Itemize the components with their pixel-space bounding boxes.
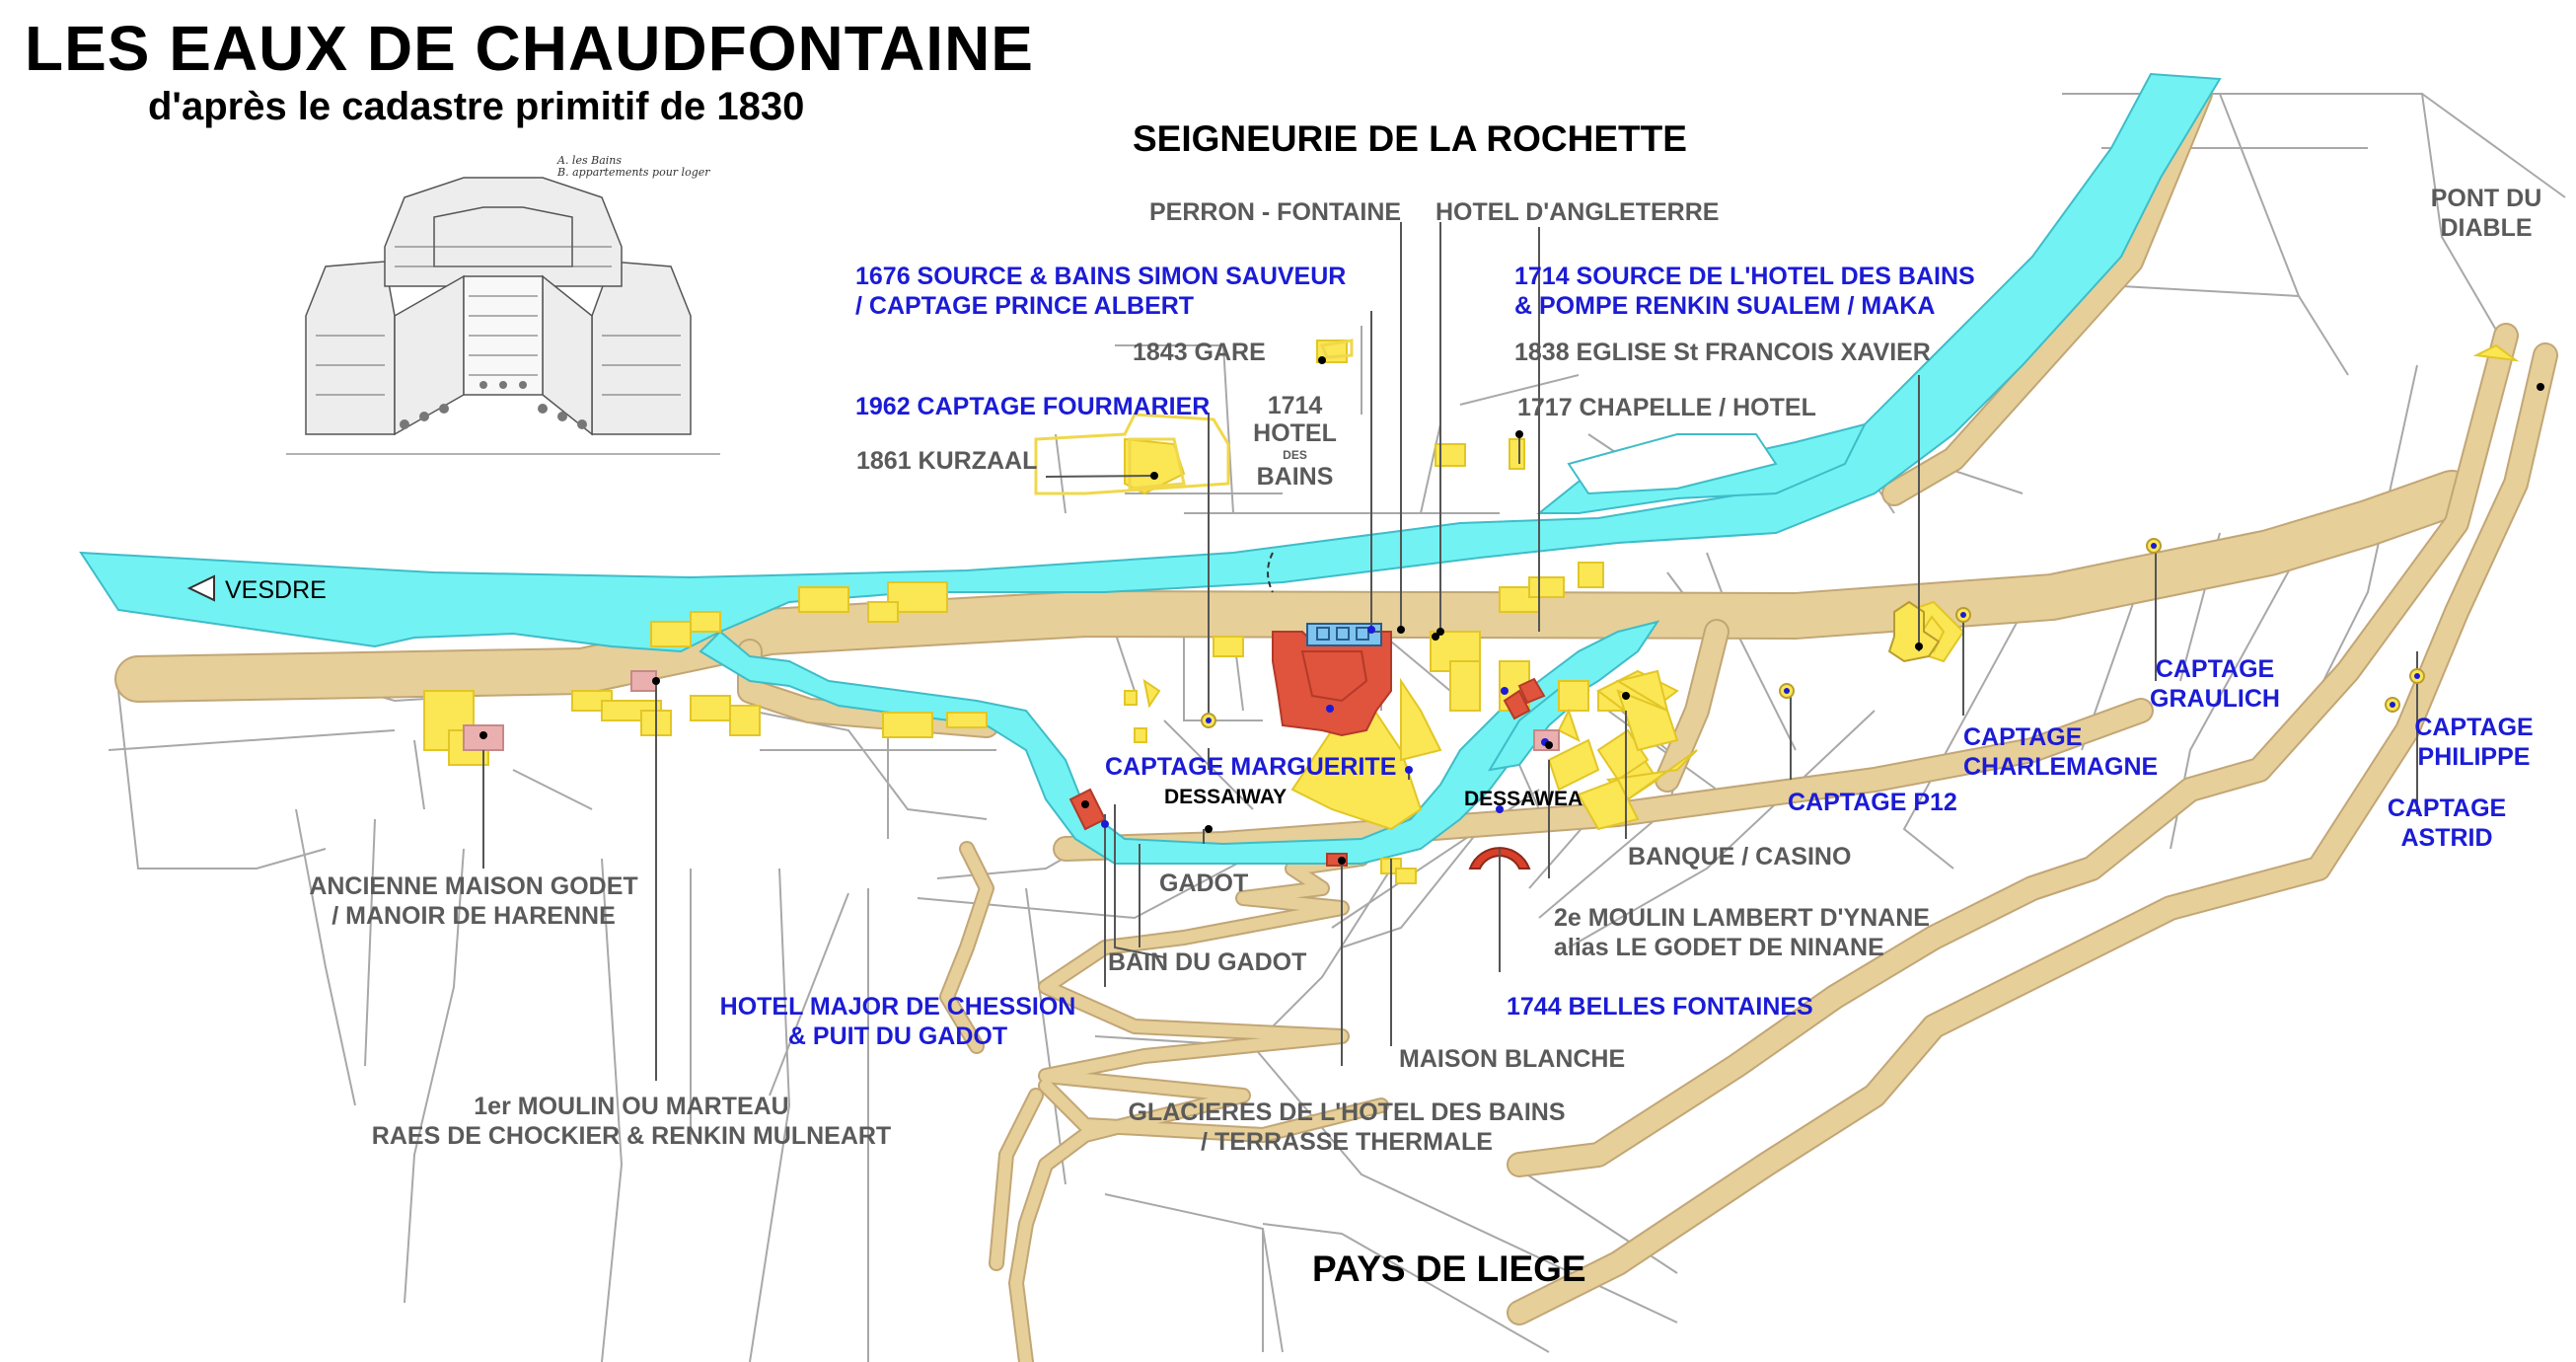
- label-maison-blanche: MAISON BLANCHE: [1399, 1045, 1626, 1073]
- map-title: LES EAUX DE CHAUDFONTAINE: [25, 13, 1034, 84]
- label-hotel-des-bains: 1714 HOTEL DES BAINS: [1253, 392, 1337, 491]
- vesdre-label: VESDRE: [225, 576, 327, 604]
- label-gare: 1843 GARE: [1133, 339, 1266, 366]
- region-north-label: SEIGNEURIE DE LA ROCHETTE: [1133, 118, 1687, 159]
- label-pont-du-diable: PONT DU DIABLE: [2430, 185, 2542, 242]
- label-gadot: GADOT: [1159, 870, 1249, 897]
- label-captage-marguerite: CAPTAGE MARGUERITE: [1105, 753, 1397, 781]
- area-dessaiway: DESSAIWAY: [1164, 786, 1288, 808]
- label-belles-fontaines: 1744 BELLES FONTAINES: [1507, 993, 1813, 1021]
- area-dessawea: DESSAWEA: [1464, 788, 1583, 810]
- label-glacieres: GLACIERES DE L'HOTEL DES BAINS / TERRASSE THERMALE: [1128, 1098, 1566, 1156]
- region-south-label: PAYS DE LIEGE: [1312, 1248, 1586, 1289]
- label-captage-astrid: CAPTAGE ASTRID: [2387, 794, 2507, 852]
- label-maison-godet: ANCIENNE MAISON GODET / MANOIR DE HARENNE: [309, 872, 638, 930]
- label-source-1676: 1676 SOURCE & BAINS SIMON SAUVEUR / CAPTAGE PRINCE ALBERT: [855, 263, 1347, 320]
- label-captage-charlemagne: CAPTAGE CHARLEMAGNE: [1963, 723, 2159, 781]
- label-captage-fourmarier: 1962 CAPTAGE FOURMARIER: [855, 393, 1211, 420]
- engraving-legend-b: B. appartements pour loger: [557, 166, 710, 179]
- map-subtitle: d'après le cadastre primitif de 1830: [148, 85, 805, 128]
- label-captage-philippe: CAPTAGE PHILIPPE: [2414, 714, 2534, 771]
- label-captage-graulich: CAPTAGE GRAULICH: [2150, 655, 2280, 713]
- bains-engraving: [286, 138, 720, 474]
- label-bain-du-gadot: BAIN DU GADOT: [1108, 948, 1307, 976]
- label-2e-moulin: 2e MOULIN LAMBERT D'YNANE alias LE GODET DE NINANE: [1554, 904, 1930, 961]
- label-source-1714: 1714 SOURCE DE L'HOTEL DES BAINS & POMPE RENKIN SUALEM / MAKA: [1514, 263, 1975, 320]
- label-banque-casino: BANQUE / CASINO: [1628, 843, 1852, 870]
- engraving-legend-a: A. les Bains: [557, 154, 622, 167]
- label-hotel-major-chession: HOTEL MAJOR DE CHESSION & PUIT DU GADOT: [719, 993, 1076, 1050]
- label-perron-fontaine: PERRON - FONTAINE: [1149, 198, 1402, 226]
- label-hotel-angleterre: HOTEL D'ANGLETERRE: [1435, 198, 1720, 226]
- label-kurzaal: 1861 KURZAAL: [856, 447, 1038, 475]
- label-1er-moulin: 1er MOULIN OU MARTEAU RAES DE CHOCKIER & RENKIN MULNEART: [371, 1093, 892, 1150]
- label-chapelle: 1717 CHAPELLE / HOTEL: [1517, 394, 1816, 421]
- label-captage-p12: CAPTAGE P12: [1788, 789, 1957, 816]
- label-eglise: 1838 EGLISE St FRANCOIS XAVIER: [1514, 339, 1931, 366]
